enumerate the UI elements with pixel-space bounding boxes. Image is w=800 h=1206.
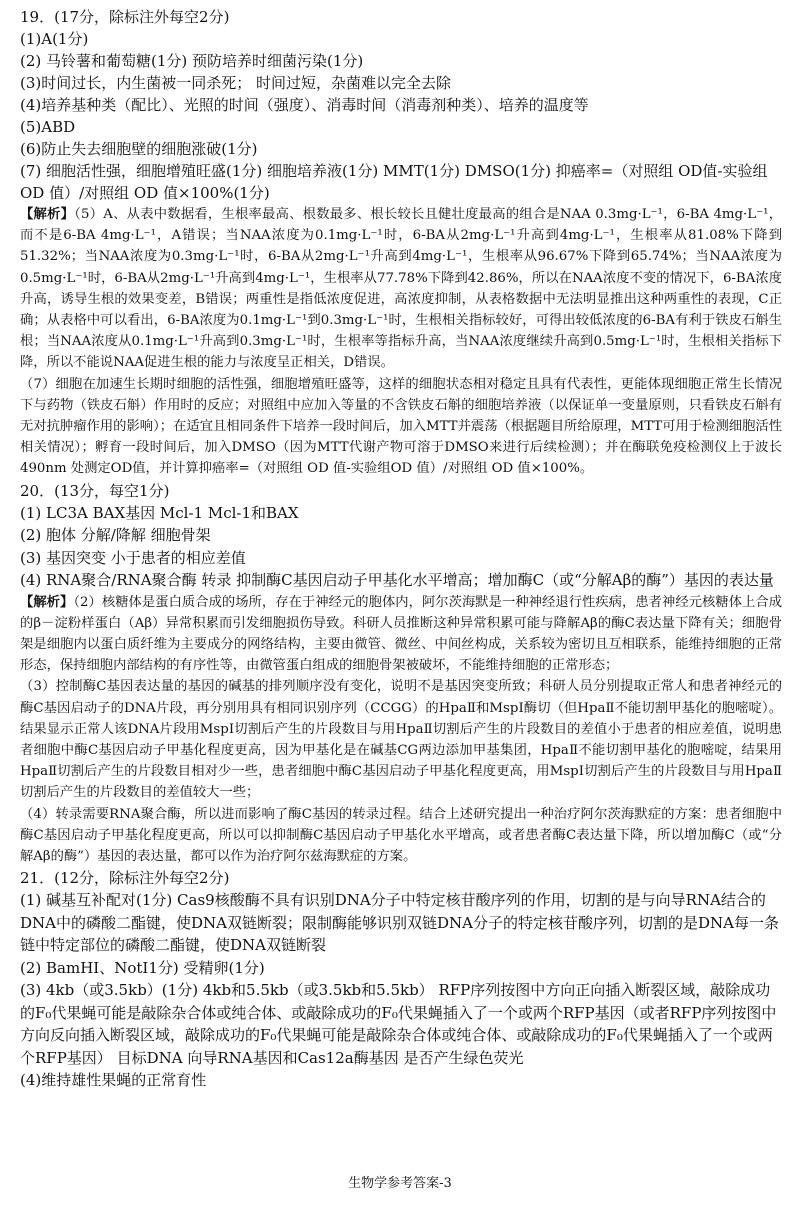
q20-answer-2: (2) 胞体 分解/降解 细胞骨架 xyxy=(20,526,211,545)
q20-heading: 20．(13分，每空1分) xyxy=(20,481,170,500)
q19-answer-1: (1)A(1分) xyxy=(20,30,89,48)
q21-answer-2: (2) BamHI、NotI1分) 受精卵(1分) xyxy=(20,958,265,977)
q19-answer-5: (5)ABD xyxy=(20,118,76,136)
q20-answer-1: (1) LC3A BAX基因 Mcl-1 Mcl-1和BAX xyxy=(20,503,299,522)
q20-answer-3: (3) 基因突变 小于患者的相应差值 xyxy=(20,548,246,567)
page-footer: 生物学参考答案-3 xyxy=(348,1176,452,1191)
q20-analysis-3: （4）转录需要RNA聚合酶，所以进而影响了酶C基因的转录过程。结合上述研究提出一种治疗阿尔茨海默症的方案：患者细胞中酶C基因启动子甲基化程度更高，所以可以抑制酶C基因启动子甲基化水平增高，或者患者酶C表达量下降，所以增加酶C（或“分解Aβ的酶”）基因的表达量，都可以作为治疗阿尔兹海默症的方案。 xyxy=(20,806,782,865)
q19-answer-6: (6)防止失去细胞壁的细胞涨破(1分) xyxy=(20,140,258,158)
q21-answer-4: (4)维持雄性果蝇的正常育性 xyxy=(20,1071,207,1090)
q20-analysis-2: （3）控制酶C基因表达量的基因的碱基的排列顺序没有变化，说明不是基因突变所致；科研人员分别提取正常人和患者神经元的酶C基因启动子的DNA片段，再分别用具有相同识别序列（CCGG）的HpaⅡ和MspⅠ酶切（但HpaⅡ不能切割甲基化的胞嘧啶）。结果显示正常人该DNA片段用MspⅠ切割后产生的片段数目与用HpaⅡ切割后产生的片段数目的差值小于患者的相应差值，说明患者细胞中酶C基因启动子甲基化程度更高，因为甲基化是在碱基CG两边添加甲基集团，HpaⅡ不能切割甲基化的胞嘧啶，结果用HpaⅡ切割后产生的片段数目相对少一些，患者细胞中酶C基因启动子甲基化程度更高，用MspⅠ切割后产生的片段数目与用HpaⅡ切割后产生的片段数目的差值较大一些； xyxy=(20,679,782,801)
q19-analysis-1 xyxy=(20,204,782,374)
answer-content xyxy=(20,6,782,1092)
q21-answer-3: (3) 4kb（或3.5kb）(1分) 4kb和5.5kb（或3.5kb和5.5kb） RFP序列按图中方向正向插入断裂区域，敲除成功的F₀代果蝇可能是敲除杂合体或纯合体、或敲除成功的F₀代果蝇插入了一个或两个RFP基因（或者RFP序列按图中方向反向插入断裂区域，敲除成功的F₀代果蝇可能是敲除杂合体或纯合体、或敲除成功的F₀代果蝇插入了一个或两个RFP基因） 目标DNA 向导RNA基因和Cas12a酶基因 是否产生绿色荧光 xyxy=(20,981,777,1067)
q21-answer-1: (1) 碱基互补配对(1分) Cas9核酸酶不具有识别DNA分子中特定核苷酸序列的作用，切割的是与向导RNA结合的DNA中的磷酸二酯键，使DNA双链断裂；限制酶能够识别双链DNA分子的特定核苷酸序列，切割的是DNA每一条链中特定部位的磷酸二酯键，使DNA双链断裂 xyxy=(20,891,779,955)
q19-answer-7: (7) 细胞活性强，细胞增殖旺盛(1分) 细胞培养液(1分) MMT(1分) DMSO(1分) 抑癌率=（对照组 OD值-实验组OD 值）/对照组 OD 值×100%(1分) xyxy=(20,162,768,202)
q20-analysis-1-text: （2）核糖体是蛋白质合成的场所，存在于神经元的胞体内，阿尔茨海默是一种神经退行性疾病，患者神经元核糖体上合成的β－淀粉样蛋白（Aβ）异常积累而引发细胞损伤导致。科研人员推断这种异常积累可能与降解Aβ的酶C表达量下降有关；细胞骨架是细胞内以蛋白质纤维为主要成分的网络结构，主要由微管、微丝、中间丝构成，关系较为密切且互相联系，能维持细胞的正常形态，保持细胞内部结构的有序性等，由微管蛋白组成的细胞骨架被破坏，不能维持细胞的正常形态； xyxy=(20,594,783,674)
q19-answer-2: (2) 马铃薯和葡萄糖(1分) 预防培养时细菌污染(1分) xyxy=(20,52,364,70)
q19-answer-3: (3)时间过长，内生菌被一同杀死； 时间过短，杂菌难以完全去除 xyxy=(20,74,452,92)
q21-heading: 21．(12分，除标注外每空2分) xyxy=(20,869,230,888)
q19-analysis-tag: 【解析】 xyxy=(20,207,75,222)
q20-answer-4: (4) RNA聚合/RNA聚合酶 转录 抑制酶C基因启动子甲基化水平增高；增加酶C（或“分解Aβ的酶”）基因的表达量 xyxy=(20,571,774,590)
q19-answer-4: (4)培养基种类（配比）、光照的时间（强度）、消毒时间（消毒剂种类）、培养的温度等 xyxy=(20,96,589,114)
q19-heading: 19．(17分，除标注外每空2分) xyxy=(20,8,230,26)
q19-analysis-2: （7）细胞在加速生长期时细胞的活性强，细胞增殖旺盛等，这样的细胞状态相对稳定且具有代表性，更能体现细胞正常生长情况下与药物（铁皮石斛）作用时的反应；对照组中应加入等量的不含铁皮石斛的细胞培养液（以保证单一变量原则，只看铁皮石斛有无对抗肿瘤作用的影响）；在适宜且相同条件下培养一段时间后，加入MTT并震荡（根据题目所给原理，MTT可用于检测细胞活性相关情况）；孵育一段时间后，加入DMSO（因为MTT代谢产物可溶于DMSO来进行后续检测）；并在酶联免疫检测仪上于波长490nm 处测定OD值，并计算抑癌率=（对照组 OD 值-实验组OD 值）/对照组 OD 值×100%。 xyxy=(20,376,782,477)
q19-analysis-1-text: （5）A、从表中数据看，生根率最高、根数最多、根长较长且健壮度最高的组合是NAA 0.3mg·L⁻¹，6-BA 4mg·L⁻¹，而不是6-BA 4mg·L⁻¹，A错误；当NAA浓度为0.1mg·L⁻¹时，6-BA从2mg·L⁻¹升高到4mg·L⁻¹，生根率从81.08%下降到51.32%；当NAA浓度为0.3mg·L⁻¹时，6-BA从2mg·L⁻¹升高到4mg·L⁻¹，生根率从96.67%下降到65.74%；当NAA浓度为0.5mg·L⁻¹时，6-BA从2mg·L⁻¹升高到4mg·L⁻¹，生根率从77.78%下降到42.86%，所以在NAA浓度不变的情况下，6-BA浓度升高，诱导生根的效果变差，B错误；两重性是指低浓度促进，高浓度抑制，从表格数据中无法明显推出这种两重性的表现，C正确；从表格中可以看出，6-BA浓度为0.1mg·L⁻¹到0.3mg·L⁻¹时，生根相关指标较好，可得出较低浓度的6-BA有利于铁皮石斛生根；当NAA浓度从0.1mg·L⁻¹升高到0.3mg·L⁻¹时，生根率等指标升高，当NAA浓度继续升高到0.5mg·L⁻¹时，生根相关指标下降，所以不能说NAA促进生根的能力与浓度呈正相关，D错误。 xyxy=(20,207,782,371)
q20-analysis-tag: 【解析】 xyxy=(20,594,74,610)
q20-analysis-1 xyxy=(20,592,782,677)
